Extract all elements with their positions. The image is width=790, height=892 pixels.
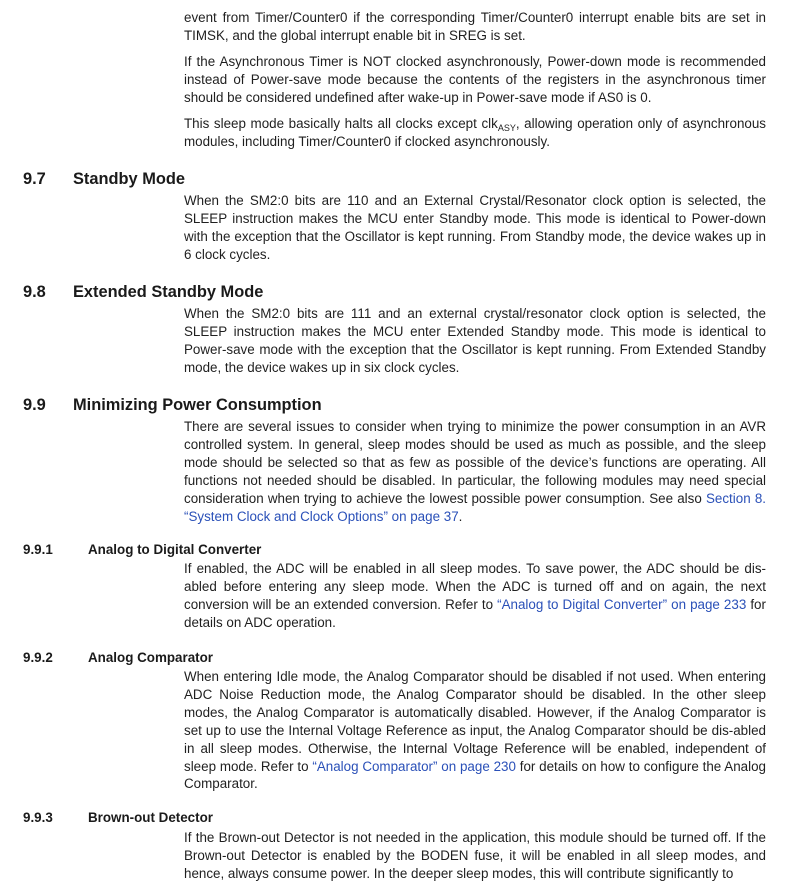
section-number: 9.8 — [23, 283, 46, 301]
section-heading-9-7 — [23, 170, 185, 189]
intro-paragraph-3 — [184, 115, 766, 151]
intro-p3-text-b: , allowing operation only of asynchronous modules, including Timer/Counter0 if clocked asynchronously. — [184, 116, 766, 149]
section-heading-9-9 — [23, 396, 322, 415]
section-title: Analog to Digital Converter — [88, 542, 262, 557]
analog-comparator-link[interactable]: “Analog Comparator” on page 230 — [312, 758, 516, 774]
body-tail: for details on ADC operation. — [184, 596, 766, 630]
section-number: 9.9.1 — [23, 542, 53, 557]
body-text: When entering Idle mode, the Analog Comparator should be disabled if not used. When entering ADC Noise Reduction mode, the Analog Comparator should be disabled. In the other sleep modes, the Analog Comparator is automatically disabled. However, if the Analog Comparator is set up to use the Internal Voltage Reference as input, the Analog Comparator should be dis-abled in all sleep modes. Otherwise, the Internal Voltage Reference will be enabled, independent of sleep mode. Refer to — [184, 669, 766, 774]
section-9-9-body — [184, 418, 766, 525]
intro-p3-subscript: ASY — [497, 123, 516, 133]
section-9-7-body: When the SM2:0 bits are 110 and an External Crystal/Resonator clock option is selected, the SLEEP instruction makes the MCU enter Standby mode. This mode is identical to Power-down with the exception that the Oscillator is kept running. From Standby mode, the device wakes up in 6 clock cycles. — [184, 193, 766, 262]
body-text: If enabled, the ADC will be enabled in all sleep modes. To save power, the ADC should be dis-abled before entering any sleep mode. When the ADC is turned off and on again, the next conversion will be an extended conversion. Refer to — [184, 561, 766, 612]
section-9-8-body: When the SM2:0 bits are 111 and an external crystal/resonator clock option is selected, the SLEEP instruction makes the MCU enter Extended Standby mode. This mode is identical to Power-save mode with the exception that the Oscillator is kept running. From Extended Standby mode, the device wakes up in six clock cycles. — [184, 306, 766, 375]
intro-paragraph-1: event from Timer/Counter0 if the corresponding Timer/Counter0 interrupt enable bits are set in TIMSK, and the global interrupt enable bit in SREG is set. — [184, 10, 766, 43]
section-9-9-2-body — [184, 668, 766, 793]
section-number: 9.9 — [23, 396, 46, 414]
section-title: Extended Standby Mode — [73, 283, 264, 301]
section-heading-9-8 — [23, 283, 263, 302]
body-tail: . — [458, 508, 463, 524]
section-title: Analog Comparator — [88, 650, 213, 665]
section-number: 9.9.2 — [23, 650, 53, 665]
section-9-9-3-body: If the Brown-out Detector is not needed in the application, this module should be turned off. If the Brown-out Detector is enabled by the BODEN fuse, it will be enabled in all sleep modes, and hence, always consume power. In the deeper sleep modes, this will contribute significantly to — [184, 830, 766, 881]
section-heading-9-9-2 — [23, 650, 213, 665]
section-9-9-1-body — [184, 560, 766, 632]
section-heading-9-9-1 — [23, 542, 261, 557]
section-number: 9.7 — [23, 170, 46, 188]
adc-link[interactable]: “Analog to Digital Converter” on page 233 — [497, 596, 747, 612]
section-8-link[interactable]: Section 8. “System Clock and Clock Options” on page 37 — [184, 490, 766, 524]
section-title: Brown-out Detector — [88, 810, 213, 825]
intro-paragraph-2: If the Asynchronous Timer is NOT clocked asynchronously, Power-down mode is recommended instead of Power-save mode because the contents of the registers in the asynchronous timer should be considered undefined after wake-up in Power-save mode if AS0 is 0. — [184, 54, 766, 105]
intro-p3-text-a: This sleep mode basically halts all clocks except clk — [184, 116, 498, 131]
section-heading-9-9-3 — [23, 810, 213, 825]
section-number: 9.9.3 — [23, 810, 53, 825]
body-tail: for details on how to configure the Analog Comparator. — [184, 758, 766, 792]
section-title: Standby Mode — [73, 170, 186, 188]
body-text: There are several issues to consider when trying to minimize the power consumption in an AVR controlled system. In general, sleep modes should be used as much as possible, and the sleep mode should be selected so that as few as possible of the device’s functions are operating. All functions not needed should be disabled. In particular, the following modules may need special consideration when trying to achieve the lowest possible power consumption. See also — [184, 419, 766, 506]
section-title: Minimizing Power Consumption — [73, 396, 322, 414]
